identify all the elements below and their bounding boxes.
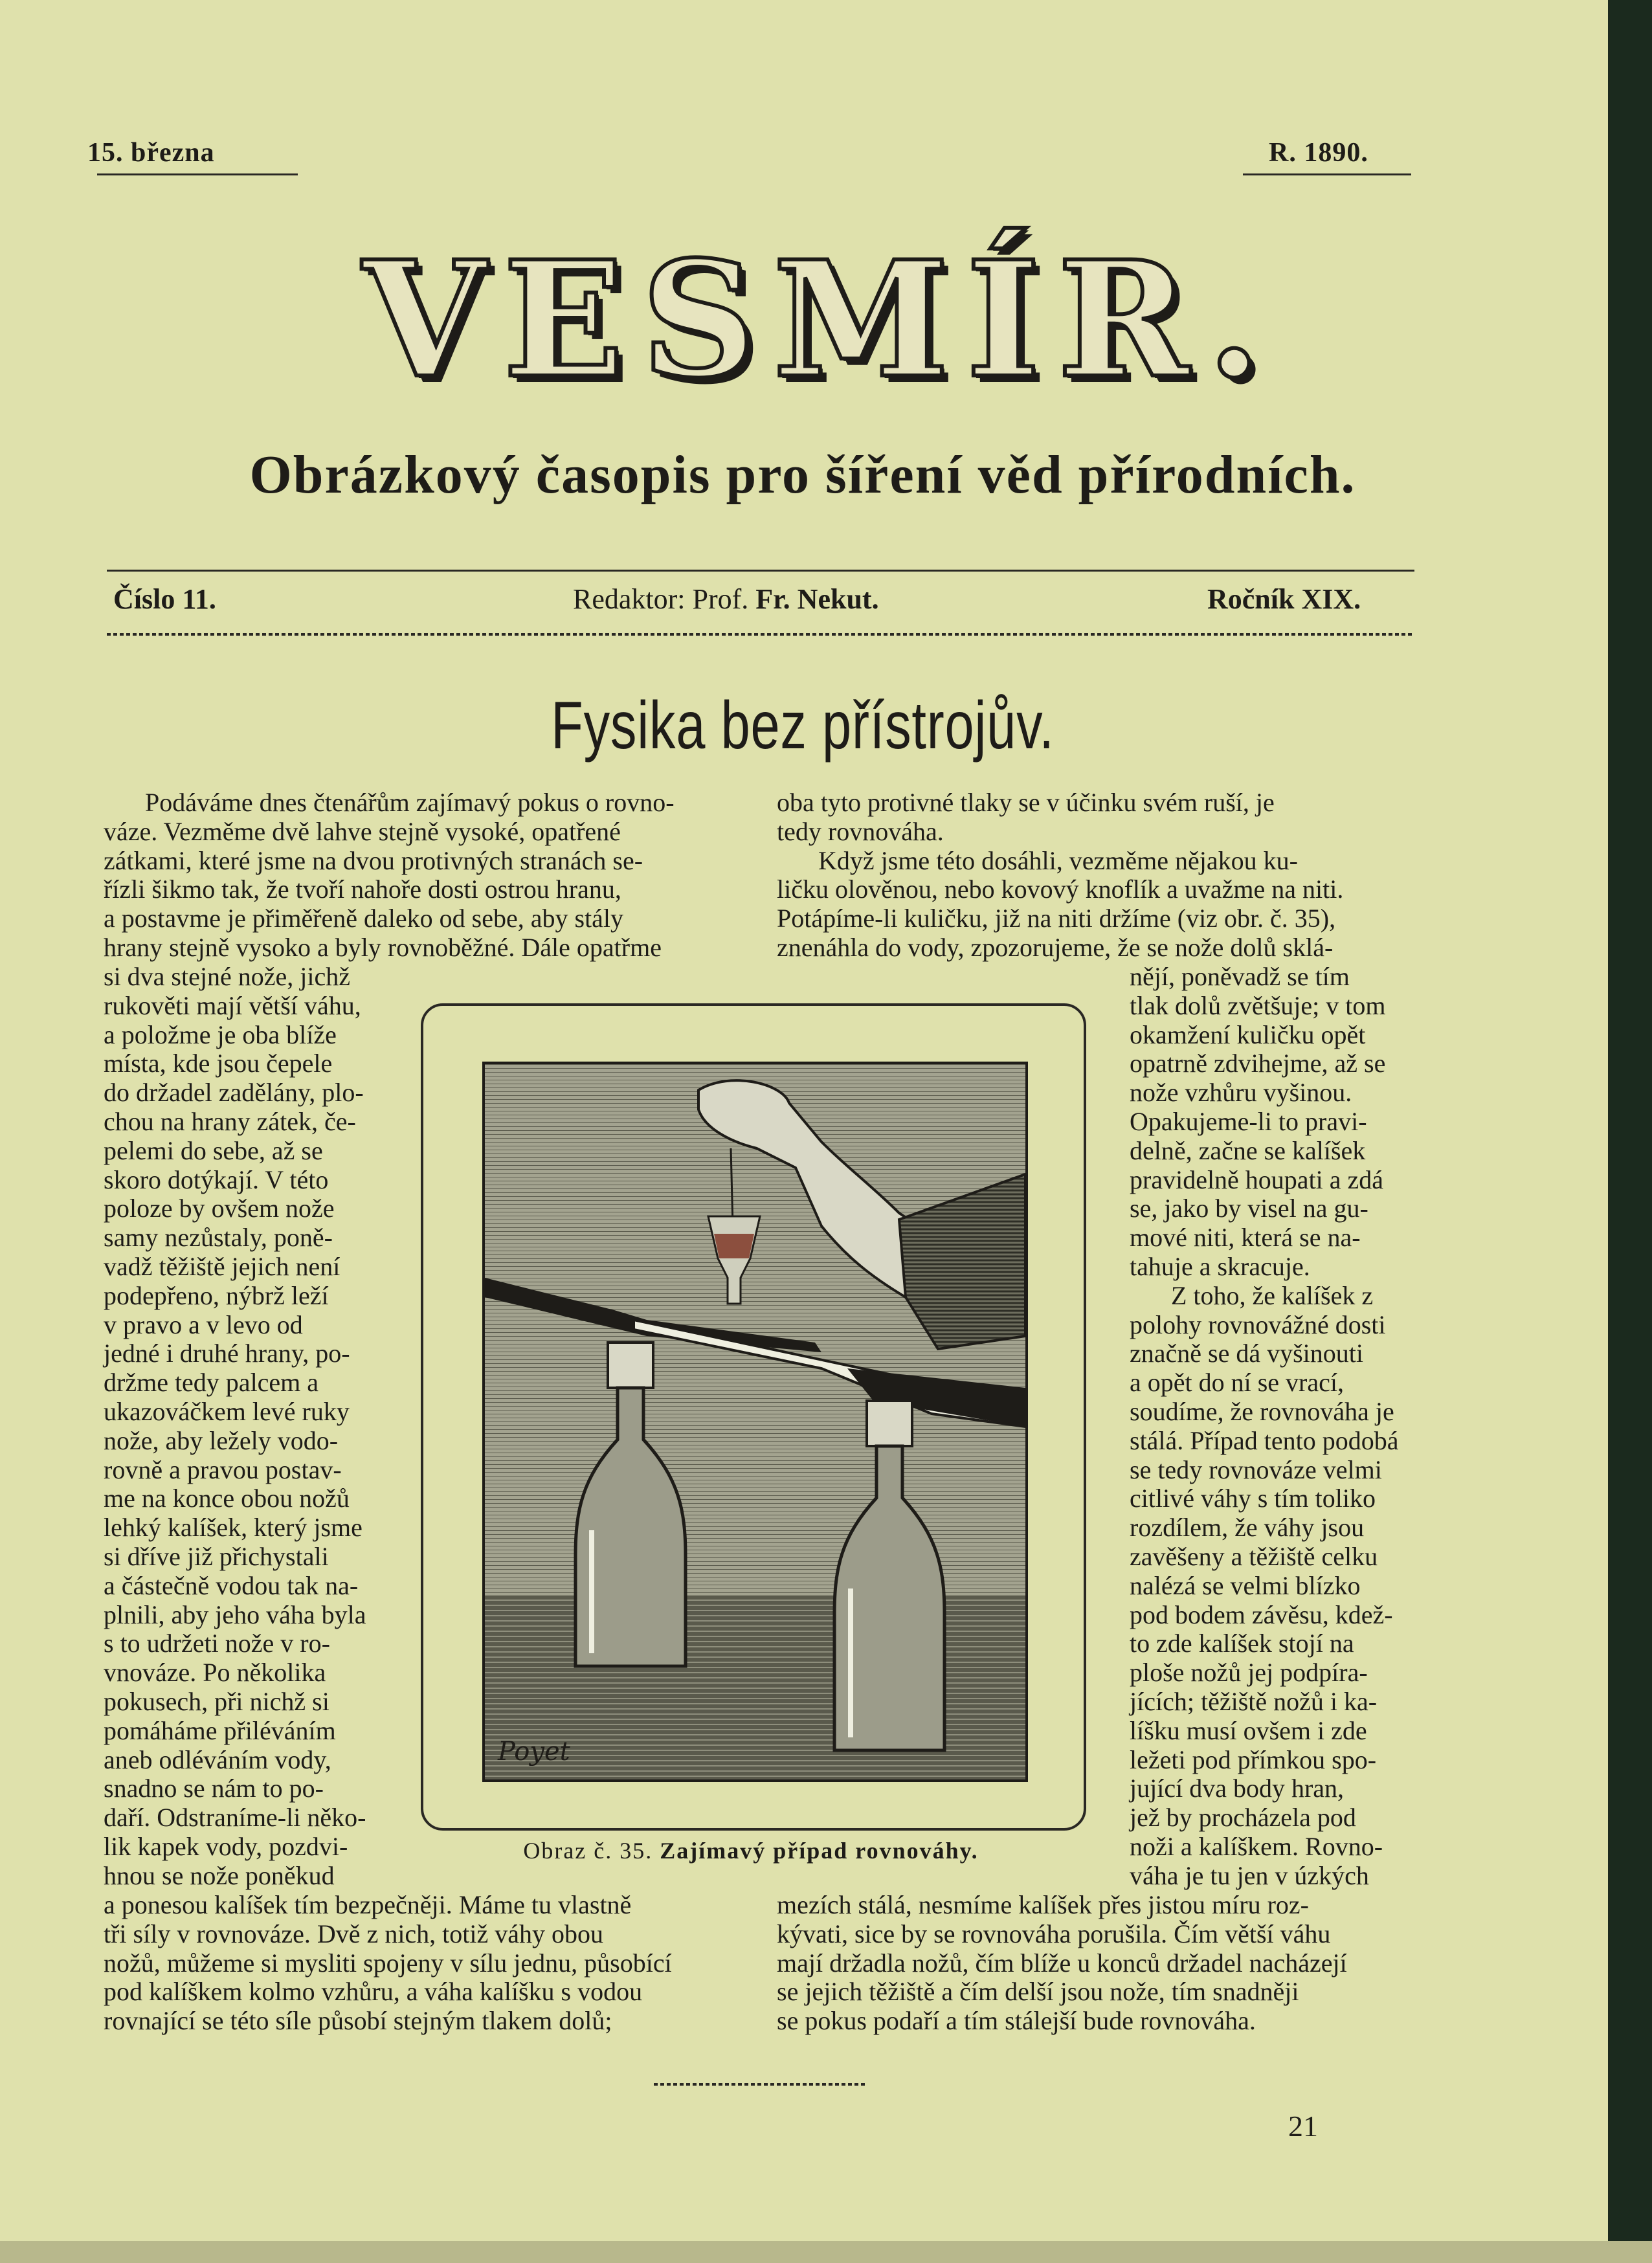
- text-line: nalézá se velmi blízko: [1130, 1570, 1361, 1600]
- text-line: váha je tu jen v úzkých: [1130, 1860, 1369, 1890]
- text-line: pravidelně houpati a zdá: [1130, 1165, 1384, 1194]
- text-line: řízli šikmo tak, že tvoří nahoře dosti ostrou hranu,: [104, 875, 621, 904]
- volume-number: Ročník XIX.: [1207, 583, 1361, 615]
- text-line: nějí, poněvadž se tím: [1130, 962, 1350, 991]
- text-line: pod bodem závěsu, kdež-: [1130, 1600, 1393, 1629]
- left-column-bottom: [104, 1891, 751, 2036]
- editor-prefix: Redaktor: Prof.: [573, 583, 749, 615]
- text-line: zavěšeny a těžiště celku: [1130, 1541, 1378, 1571]
- date-underline: [97, 173, 298, 175]
- text-line: chou na hrany zátek, če-: [104, 1106, 356, 1136]
- text-line: samy nezůstaly, poně-: [104, 1223, 333, 1253]
- engraving-svg: [485, 1064, 1025, 1779]
- text-line: delně, začne se kalíšek: [1130, 1135, 1366, 1165]
- right-column-top: [777, 788, 1418, 963]
- text-line: jující dva body hran,: [1130, 1774, 1345, 1803]
- issue-year: R. 1890.: [1269, 138, 1368, 168]
- text-line: Z toho, že kalíšek z: [1171, 1280, 1374, 1310]
- text-line: Opakujeme-li to pravi-: [1130, 1106, 1367, 1136]
- page-number: 21: [1288, 2110, 1318, 2143]
- text-line: rovnající se této síle působí stejným tlakem dolů;: [104, 2006, 612, 2036]
- text-line: polohy rovnovážné dosti: [1130, 1310, 1386, 1339]
- text-line: skoro dotýkají. V této: [104, 1165, 329, 1194]
- text-line: poloze by ovšem nože: [104, 1194, 335, 1223]
- text-line: to zde kalíšek stojí na: [1130, 1629, 1354, 1658]
- text-line: zátkami, které jsme na dvou protivných stranách se-: [104, 845, 643, 875]
- text-line: nože, aby ležely vodo-: [104, 1425, 339, 1455]
- text-line: nože vzhůru vyšinou.: [1130, 1078, 1352, 1108]
- text-line: ploše nožů jej podpíra-: [1130, 1658, 1368, 1688]
- text-line: podepřeno, nýbrž leží: [104, 1280, 329, 1310]
- text-line: tři síly v rovnováze. Dvě z nich, totiž váhy obou: [104, 1919, 604, 1948]
- text-line: lehký kalíšek, který jsme: [104, 1513, 363, 1543]
- article-title: Fysika bez přístrojův.: [551, 688, 1055, 763]
- text-line: oba tyto protivné tlaky se v účinku svém ruší, je: [777, 788, 1275, 817]
- editor-name: Fr. Nekut.: [755, 583, 879, 615]
- caption-prefix: Obraz č. 35.: [523, 1838, 653, 1864]
- info-rule-bottom: [107, 633, 1414, 636]
- text-line: jedné i druhé hrany, po-: [104, 1339, 350, 1368]
- text-line: jež by procházela pod: [1130, 1803, 1356, 1833]
- text-line: si dříve již přichystali: [104, 1541, 329, 1571]
- left-column-top: [104, 788, 751, 963]
- editor-line: [573, 583, 879, 616]
- text-line: lik kapek vody, pozdvi-: [104, 1831, 348, 1861]
- text-line: vadž těžiště jejich není: [104, 1251, 340, 1281]
- text-line: tedy rovnováha.: [777, 816, 944, 846]
- text-line: mové niti, která se na-: [1130, 1223, 1361, 1253]
- text-line: nožů, můžeme si mysliti spojeny v sílu jednu, působící: [104, 1948, 672, 1978]
- text-line: snadno se nám to po-: [104, 1774, 324, 1803]
- text-line: mezích stálá, nesmíme kalíšek přes jistou míru roz-: [777, 1890, 1309, 1919]
- masthead-title: VESMÍR.: [363, 227, 1279, 414]
- text-line: aneb odléváním vody,: [104, 1745, 331, 1774]
- text-line: Potápíme-li kuličku, již na niti držíme (viz obr. č. 35),: [777, 904, 1336, 933]
- text-line: rozdílem, že váhy jsou: [1130, 1513, 1365, 1543]
- text-line: značně se dá vyšinouti: [1130, 1339, 1363, 1368]
- year-underline: [1243, 173, 1411, 175]
- text-line: soudíme, že rovnováha je: [1130, 1396, 1394, 1426]
- text-line: rukověti mají větší váhu,: [104, 990, 361, 1020]
- text-line: se jejich těžiště a čím delší jsou nože, tím snadněji: [777, 1977, 1299, 2007]
- text-line: tahuje a skracuje.: [1130, 1251, 1310, 1281]
- text-line: pomáháme přiléváním: [104, 1715, 336, 1745]
- caption-text: Zajímavý případ rovnováhy.: [660, 1838, 979, 1864]
- text-line: noži a kalíškem. Rovno-: [1130, 1831, 1383, 1861]
- text-line: ličku olověnou, nebo kovový knoflík a uvažme na niti.: [777, 875, 1344, 904]
- text-line: pelemi do sebe, až se: [104, 1135, 323, 1165]
- text-line: tlak dolů zvětšuje; v tom: [1130, 990, 1386, 1020]
- text-line: Když jsme této dosáhli, vezměme nějakou ku-: [818, 845, 1298, 875]
- text-line: a postavme je přiměřeně daleko od sebe, aby stály: [104, 904, 624, 933]
- text-line: daří. Odstraníme-li něko-: [104, 1803, 366, 1833]
- text-line: jících; těžiště nožů i ka-: [1130, 1686, 1378, 1716]
- text-line: se pokus podaří a tím stálejší bude rovnováha.: [777, 2006, 1256, 2036]
- right-column-narrow: [1130, 963, 1418, 1891]
- text-line: v pravo a v levo od: [104, 1310, 303, 1339]
- text-line: se, jako by visel na gu-: [1130, 1194, 1368, 1223]
- scan-edge-bottom: [0, 2241, 1652, 2263]
- info-rule-top: [107, 570, 1414, 572]
- footer-ornament: [654, 2083, 867, 2086]
- text-line: rovně a pravou postav-: [104, 1455, 342, 1484]
- text-line: okamžení kuličku opět: [1130, 1020, 1366, 1049]
- issue-date: 15. března: [87, 138, 215, 168]
- text-line: ležeti pod přímkou spo-: [1130, 1745, 1377, 1774]
- text-line: a opět do ní se vrací,: [1130, 1368, 1344, 1398]
- text-line: kývati, sice by se rovnováha porušila. Čím větší váhu: [777, 1919, 1331, 1948]
- text-line: vnováze. Po několika: [104, 1658, 326, 1688]
- text-line: držme tedy palcem a: [104, 1368, 319, 1398]
- text-line: si dva stejné nože, jichž: [104, 962, 350, 991]
- text-line: a částečně vodou tak na-: [104, 1570, 359, 1600]
- text-line: me na konce obou nožů: [104, 1484, 350, 1513]
- issue-number: Číslo 11.: [113, 583, 216, 615]
- text-line: hnou se nože poněkud: [104, 1860, 335, 1890]
- text-line: váze. Vezměme dvě lahve stejně vysoké, opatřené: [104, 816, 621, 846]
- scan-edge-right: [1608, 0, 1652, 2263]
- figure-caption: [421, 1837, 1081, 1864]
- text-line: znenáhla do vody, zpozorujeme, že se nože dolů sklá-: [777, 932, 1334, 962]
- text-line: a položme je oba blíže: [104, 1020, 337, 1049]
- left-column-narrow: [104, 963, 388, 1891]
- text-line: Podáváme dnes čtenářům zajímavý pokus o rovno-: [145, 788, 675, 817]
- text-line: hrany stejně vysoko a byly rovnoběžné. Dále opatřme: [104, 932, 662, 962]
- text-line: ukazováčkem levé ruky: [104, 1396, 350, 1426]
- glass-liquid: [714, 1234, 754, 1258]
- text-line: s to udržeti nože v ro-: [104, 1629, 330, 1658]
- text-line: do držadel zadělány, plo-: [104, 1078, 364, 1108]
- text-line: se tedy rovnováze velmi: [1130, 1455, 1382, 1484]
- text-line: mají držadla nožů, čím blíže u konců držadel nacházejí: [777, 1948, 1347, 1978]
- artist-signature: Poyet: [498, 1737, 570, 1767]
- text-line: stálá. Případ tento podobá: [1130, 1425, 1399, 1455]
- engraving-illustration: [482, 1062, 1028, 1782]
- text-line: líšku musí ovšem i zde: [1130, 1715, 1367, 1745]
- text-line: plnili, aby jeho váha byla: [104, 1600, 366, 1629]
- text-line: opatrně zdvihejme, až se: [1130, 1049, 1386, 1078]
- text-line: místa, kde jsou čepele: [104, 1049, 333, 1078]
- text-line: a ponesou kalíšek tím bezpečněji. Máme tu vlastně: [104, 1890, 632, 1919]
- text-line: citlivé váhy s tím toliko: [1130, 1484, 1376, 1513]
- text-line: pokusech, při nichž si: [104, 1686, 329, 1716]
- text-line: pod kalíškem kolmo vzhůru, a váha kalíšku s vodou: [104, 1977, 643, 2007]
- masthead-subtitle: Obrázkový časopis pro šíření věd přírodních.: [249, 445, 1356, 505]
- right-column-bottom: [777, 1891, 1418, 2036]
